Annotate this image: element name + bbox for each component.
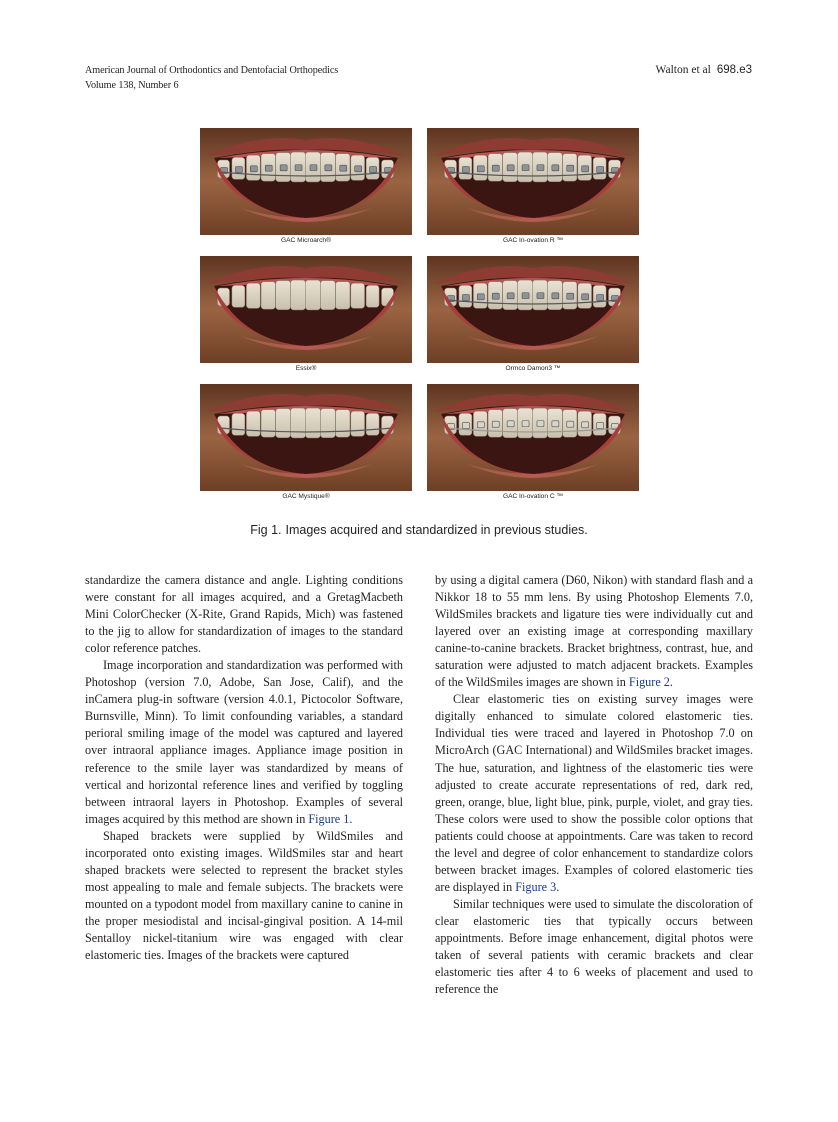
panel-label: Ormco Damon3 ™ bbox=[505, 365, 561, 372]
journal-volume: Volume 138, Number 6 bbox=[85, 80, 179, 91]
left-column bbox=[85, 572, 403, 964]
smile-illustration bbox=[427, 128, 639, 235]
paragraph-text: . bbox=[556, 879, 560, 894]
paragraph-text: Clear elastomeric ties on existing survey images were digitally enhanced to simulate colored elastomeric ties. Individual ties were traced and layered in Photoshop 7.0 on MicroArch (GAC International) and WildSmiles bracket images. The hue, saturation, and lightness of the elastomeric ties were adjusted to create accurate representations of red, dark red, green, orange, blue, light blue, pink, purple, violet, and gray ties. These colors were used to show the possible color options that patients could choose at appointments. Care was taken to record the level and degree of color enhancement to standardize colors between bracket images. Examples of colored elastomeric ties are displayed in bbox=[435, 692, 753, 894]
smile-photo bbox=[200, 128, 412, 235]
figure-panel bbox=[427, 256, 639, 380]
panel-label: Essix® bbox=[295, 365, 317, 372]
panel-label: GAC Mystique® bbox=[282, 493, 330, 500]
figure-caption-text: Images acquired and standardized in previous studies. bbox=[285, 523, 588, 537]
figure-link[interactable]: Figure 1 bbox=[308, 811, 350, 826]
paragraph: Shaped brackets were supplied by WildSmiles and incorporated onto existing images. WildSmiles star and heart shaped brackets were selected to represent the bracket styles most appealing to male and female subjects. The brackets were mounted on a typodont model from maxillary canine to canine in the proper mesiodistal and incisal-gingival position. A 14-mil Sentalloy nickel-titanium wire was engaged with clear elastomeric ties. Images of the brackets were captured bbox=[85, 828, 403, 963]
paragraph: Similar techniques were used to simulate the discoloration of clear elastomeric ties that typically occurs between appointments. Before image enhancement, digital photos were taken of several patients with ceramic brackets and clear elastomeric ties after 4 to 6 weeks of placement and used to reference the bbox=[435, 896, 753, 997]
smile-photo bbox=[427, 256, 639, 363]
panel-label: GAC In-ovation R ™ bbox=[502, 237, 564, 244]
paragraph bbox=[435, 691, 753, 896]
figure-link[interactable]: Figure 2 bbox=[628, 675, 670, 690]
panel-label: GAC Microarch® bbox=[281, 237, 331, 244]
smile-photo bbox=[200, 256, 412, 363]
paragraph bbox=[85, 657, 403, 827]
paragraph-text: by using a digital camera (D60, Nikon) with standard flash and a Nikkor 18 to 55 mm lens. By using Photoshop Elements 7.0, WildSmiles brackets and ligature ties were individually cut and layered over an existing image at corresponding maxillary canine-to-canine brackets. Bracket brightness, contrast, hue, and saturation were adjusted to match adjacent brackets. Examples of the WildSmiles images are shown in bbox=[435, 573, 753, 690]
smile-illustration bbox=[200, 128, 412, 235]
figure-link[interactable]: Figure 3 bbox=[515, 879, 557, 894]
paragraph: standardize the camera distance and angle. Lighting conditions were constant for all images acquired, and a GretagMacbeth Mini ColorChecker (X-Rite, Grand Rapids, Mich) was fastened to the jig to allow for standardization of images to the standard color reference patches. bbox=[85, 573, 403, 656]
paragraph-text: Image incorporation and standardization was performed with Photoshop (version 7.0, Adobe, San Jose, Calif), and the inCamera plug-in software (version 4.0.1, Pictocolor Software, Burnsville, Minn). To limit confounding variables, a standard perioral smiling image of the model was captured and layered over intraoral appliance images. Appliance image position in reference to the smile layer was standardized by means of vertical and horizontal reference lines and verified by toggling between intraoral layers in Photoshop. Examples of several images acquired by this method are shown in bbox=[85, 658, 403, 826]
figure-number: Fig 1. bbox=[250, 523, 282, 537]
smile-photo bbox=[427, 384, 639, 491]
figure-panel bbox=[200, 128, 412, 252]
page-number: 698.e3 bbox=[716, 64, 752, 76]
figure-panel bbox=[200, 384, 412, 508]
paragraph bbox=[435, 572, 753, 691]
figure-caption bbox=[0, 523, 838, 537]
journal-name: American Journal of Orthodontics and Dentofacial Orthopedics bbox=[85, 65, 339, 76]
figure-panel bbox=[427, 384, 639, 508]
smile-illustration bbox=[200, 384, 412, 491]
figure-panel bbox=[200, 256, 412, 380]
right-column bbox=[435, 572, 753, 998]
figure-1 bbox=[0, 0, 838, 520]
smile-illustration bbox=[427, 256, 639, 363]
smile-illustration bbox=[427, 384, 639, 491]
paragraph-text: . bbox=[669, 675, 673, 690]
figure-panel bbox=[427, 128, 639, 252]
smile-photo bbox=[200, 384, 412, 491]
paragraph-text: . bbox=[349, 811, 353, 826]
smile-illustration bbox=[200, 256, 412, 363]
author-line: Walton et al bbox=[655, 64, 711, 76]
panel-label: GAC In-ovation C ™ bbox=[502, 493, 564, 500]
smile-photo bbox=[427, 128, 639, 235]
